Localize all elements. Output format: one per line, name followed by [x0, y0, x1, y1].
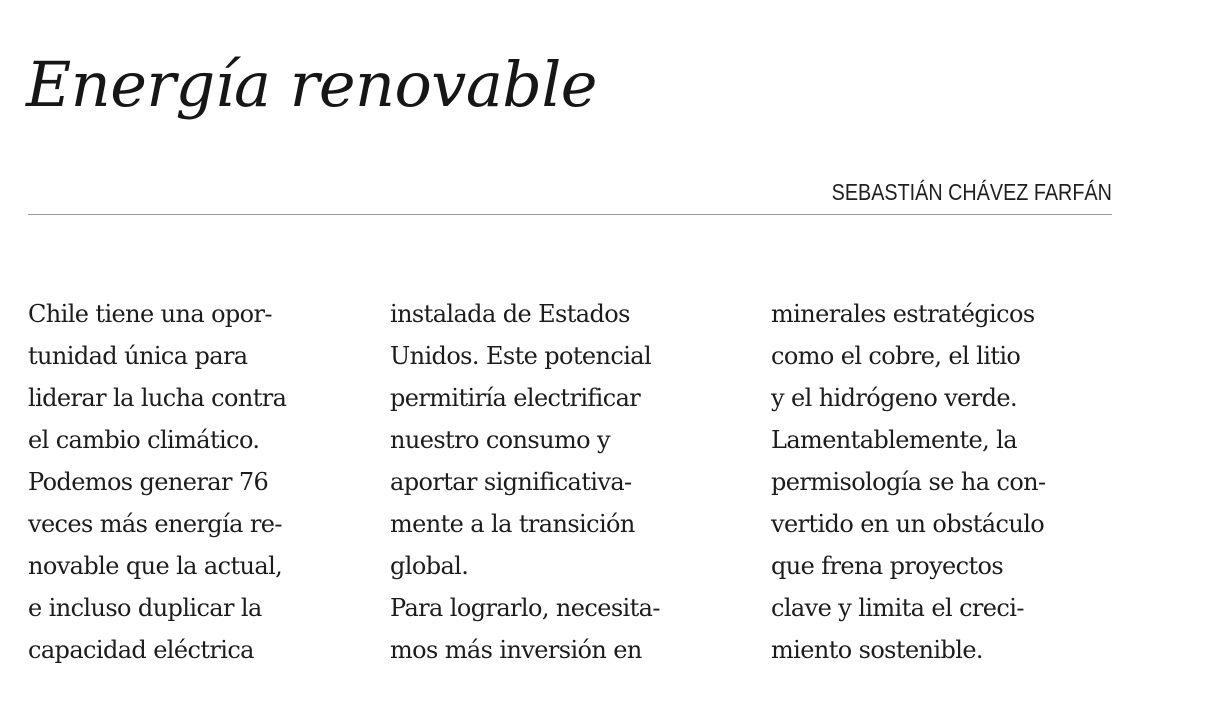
text-line: Podemos generar 76: [28, 468, 269, 496]
text-line: liderar la lucha contra: [28, 384, 287, 412]
text-line: y el hidrógeno verde.: [771, 384, 1018, 412]
text-line: minerales estratégicos: [771, 300, 1035, 328]
text-line: aportar significativa-: [390, 468, 632, 496]
text-line: clave y limita el creci-: [771, 594, 1024, 622]
article-column-3: [771, 293, 1046, 671]
text-line: vertido en un obstáculo: [771, 510, 1045, 538]
header-divider: [28, 214, 1112, 215]
article-column-1: [28, 293, 286, 671]
text-line: novable que la actual,: [28, 552, 283, 580]
text-line: capacidad eléctrica: [28, 636, 254, 664]
text-line: permitiría electrificar: [390, 384, 641, 412]
text-line: e incluso duplicar la: [28, 594, 262, 622]
text-line: Unidos. Este potencial: [390, 342, 652, 370]
text-line: Chile tiene una opor-: [28, 300, 272, 328]
text-line: Lamentablemente, la: [771, 426, 1017, 454]
text-line: instalada de Estados: [390, 300, 630, 328]
text-line: Para lograrlo, necesita-: [390, 594, 660, 622]
article-column-2: [390, 293, 660, 671]
text-line: mente a la transición: [390, 510, 635, 538]
article-title: Energía renovable: [26, 48, 597, 121]
text-line: veces más energía re-: [28, 510, 282, 538]
text-line: miento sostenible.: [771, 636, 983, 664]
text-line: tunidad única para: [28, 342, 248, 370]
text-line: que frena proyectos: [771, 552, 1004, 580]
text-line: global.: [390, 552, 469, 580]
author-byline: SEBASTIÁN CHÁVEZ FARFÁN: [831, 179, 1112, 205]
text-line: nuestro consumo y: [390, 426, 610, 454]
text-line: el cambio climático.: [28, 426, 260, 454]
text-line: como el cobre, el litio: [771, 342, 1021, 370]
text-line: permisología se ha con-: [771, 468, 1046, 496]
text-line: mos más inversión en: [390, 636, 642, 664]
